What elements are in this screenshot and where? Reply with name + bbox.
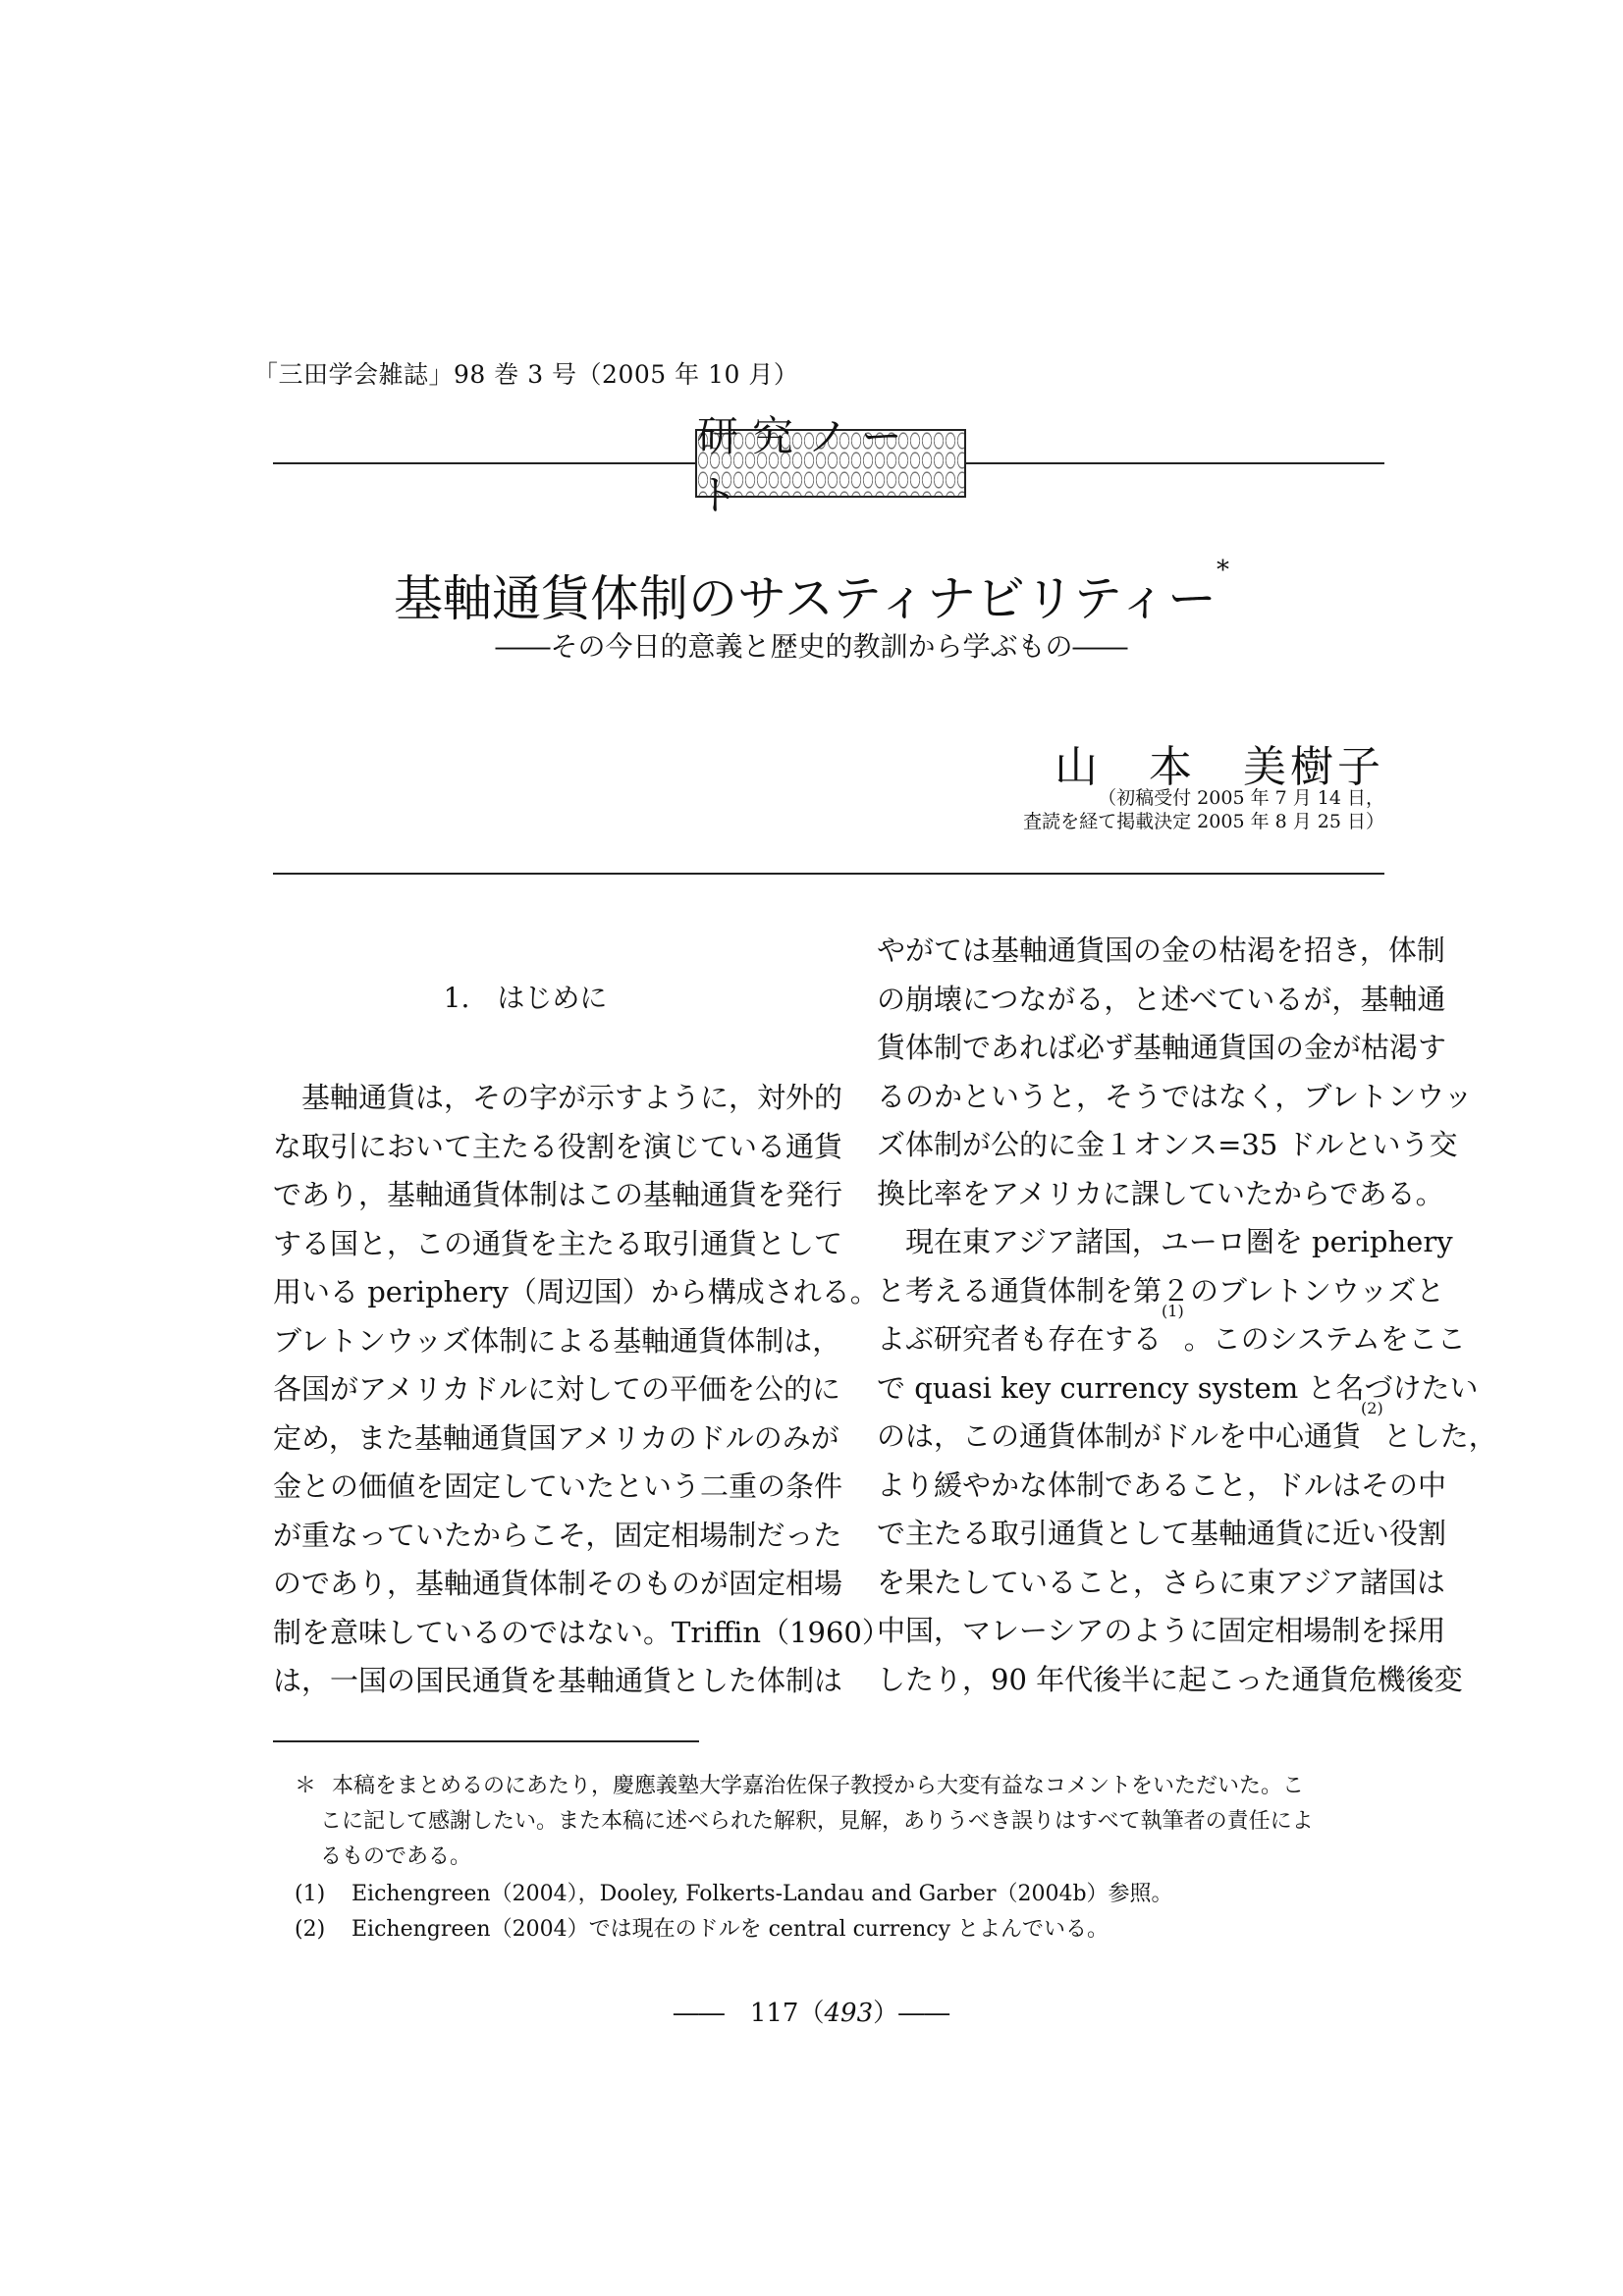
- section-type-badge: [695, 412, 966, 519]
- body-line: 各国がアメリカドルに対しての平価を公的に: [273, 1372, 840, 1406]
- body-line: と考える通貨体制を第２のブレトンウッズと: [877, 1273, 1445, 1308]
- text-segment: よぶ研究者も存在する: [877, 1322, 1163, 1356]
- body-line: 用いる periphery（周辺国）から構成される。: [273, 1275, 879, 1308]
- body-line: で主たる取引通貨として基軸通貨に近い役割: [877, 1517, 1447, 1550]
- received-date: （初稿受付 2005 年 7 月 14 日，: [1098, 787, 1384, 809]
- footnote-text: Eichengreen（2004），Dooley, Folkerts-Landau and Garber（2004b）参照。: [352, 1882, 1173, 1906]
- body-line: であり，基軸通貨体制はこの基軸通貨を発行: [273, 1178, 843, 1211]
- badge-rule-right: [964, 462, 1384, 464]
- author-name: 山 本 美樹子: [1055, 742, 1384, 792]
- journal-citation: 「三田学会雑誌」98 巻 3 号（2005 年 10 月）: [253, 360, 799, 389]
- text-segment: のは，この通貨体制がドルを中心通貨: [877, 1419, 1362, 1453]
- body-line: [877, 1302, 1466, 1364]
- footnote: [295, 1877, 1384, 1912]
- body-line: 中国，マレーシアのように固定相場制を採用: [877, 1614, 1446, 1647]
- body-line: は，一国の国民通貨を基軸通貨とした体制は: [273, 1664, 843, 1697]
- body-line: が重なっていたからこそ，固定相場制だった: [273, 1518, 842, 1552]
- body-line: 基軸通貨は，その字が示すように，対外的: [273, 1081, 843, 1114]
- footnote-text: 本稿をまとめるのにあたり，慶應義塾大学嘉治佐保子教授から大変有益なコメントをいただいた。こ: [332, 1774, 1305, 1798]
- badge-rule-left: [273, 462, 695, 464]
- body-line: 金との価値を固定していたという二重の条件: [273, 1469, 843, 1503]
- body-line: るのかというと，そうではなく，ブレトンウッ: [877, 1079, 1473, 1113]
- page-number-total: 493: [824, 1999, 874, 2028]
- body-line: の崩壊につながる，と述べているが，基軸通: [877, 982, 1446, 1016]
- text-segment: 。このシステムをここ: [1183, 1322, 1466, 1356]
- body-line: ブレトンウッズ体制による基軸通貨体制は，: [273, 1323, 841, 1358]
- title-footnote-mark: *: [1217, 556, 1229, 585]
- body-line: やがては基軸通貨国の金の枯渇を招き，体制: [877, 934, 1445, 967]
- footnote-mark: (1): [295, 1882, 326, 1906]
- header-divider: [273, 873, 1384, 875]
- accepted-date: 査読を経て掲載決定 2005 年 8 月 25 日）: [1023, 811, 1384, 832]
- page-number: ―― 117（493）――: [673, 1999, 950, 2028]
- footnote: [295, 1912, 1384, 1948]
- dash-right: ――: [898, 1999, 950, 2028]
- article-title: [0, 556, 1623, 630]
- title-text: 基軸通貨体制のサスティナビリティー: [394, 570, 1217, 627]
- body-line: [877, 1399, 1497, 1462]
- body-line: 貨体制であれば必ず基軸通貨国の金が枯渇す: [877, 1031, 1447, 1064]
- footnote-ref: (2): [1361, 1399, 1383, 1417]
- body-line: する国と，この通貨を主たる取引通貨として: [273, 1226, 843, 1260]
- footnote: [295, 1769, 1384, 1804]
- body-line: 制を意味しているのではない。Triffin（1960）: [273, 1615, 891, 1649]
- body-line: より緩やかな体制であること，ドルはその中: [877, 1468, 1447, 1502]
- body-line: 定め，また基軸通貨国アメリカのドルのみが: [273, 1420, 839, 1455]
- body-line: な取引において主たる役割を演じている通貨: [273, 1129, 843, 1163]
- body-line: ズ体制が公的に金１オンス=35 ドルという交: [877, 1128, 1458, 1161]
- footnote-divider: [273, 1740, 699, 1742]
- body-line: 現在東アジア諸国，ユーロ圏を periphery: [877, 1225, 1453, 1258]
- body-line: で quasi key currency system と名づけたい: [877, 1370, 1479, 1405]
- left-column: [273, 1074, 891, 1706]
- footnote: [320, 1840, 1410, 1875]
- body-line: 換比率をアメリカに課していたからである。: [877, 1176, 1444, 1210]
- footnote-ref: (1): [1162, 1302, 1184, 1320]
- body-line: のであり，基軸通貨体制そのものが固定相場: [273, 1567, 843, 1600]
- footnote-text: こに記して感謝したい。また本稿に述べられた解釈，見解，ありうべき誤りはすべて執筆者の責任によ: [320, 1809, 1314, 1834]
- dash-left: ――: [673, 1999, 750, 2028]
- text-segment: とした，: [1382, 1419, 1497, 1453]
- footnote-mark: (2): [295, 1917, 326, 1942]
- body-line: を果たしていること，さらに東アジア諸国は: [877, 1565, 1445, 1599]
- body-line: したり，90 年代後半に起こった通貨危機後変: [877, 1662, 1463, 1696]
- article-subtitle: ――その今日的意義と歴史的教訓から学ぶもの――: [495, 630, 1128, 663]
- footnote: [320, 1804, 1410, 1840]
- footnote-text: るものである。: [320, 1844, 472, 1869]
- footnote-mark: ＊: [295, 1774, 317, 1798]
- section-heading: 1. はじめに: [443, 982, 608, 1014]
- footnote-text: Eichengreen（2004）では現在のドルを central currency とよんでいる。: [352, 1917, 1109, 1942]
- badge-label: 研究ノート: [697, 412, 916, 519]
- right-column: [877, 927, 1497, 1704]
- page-number-value: 117: [749, 1999, 799, 2028]
